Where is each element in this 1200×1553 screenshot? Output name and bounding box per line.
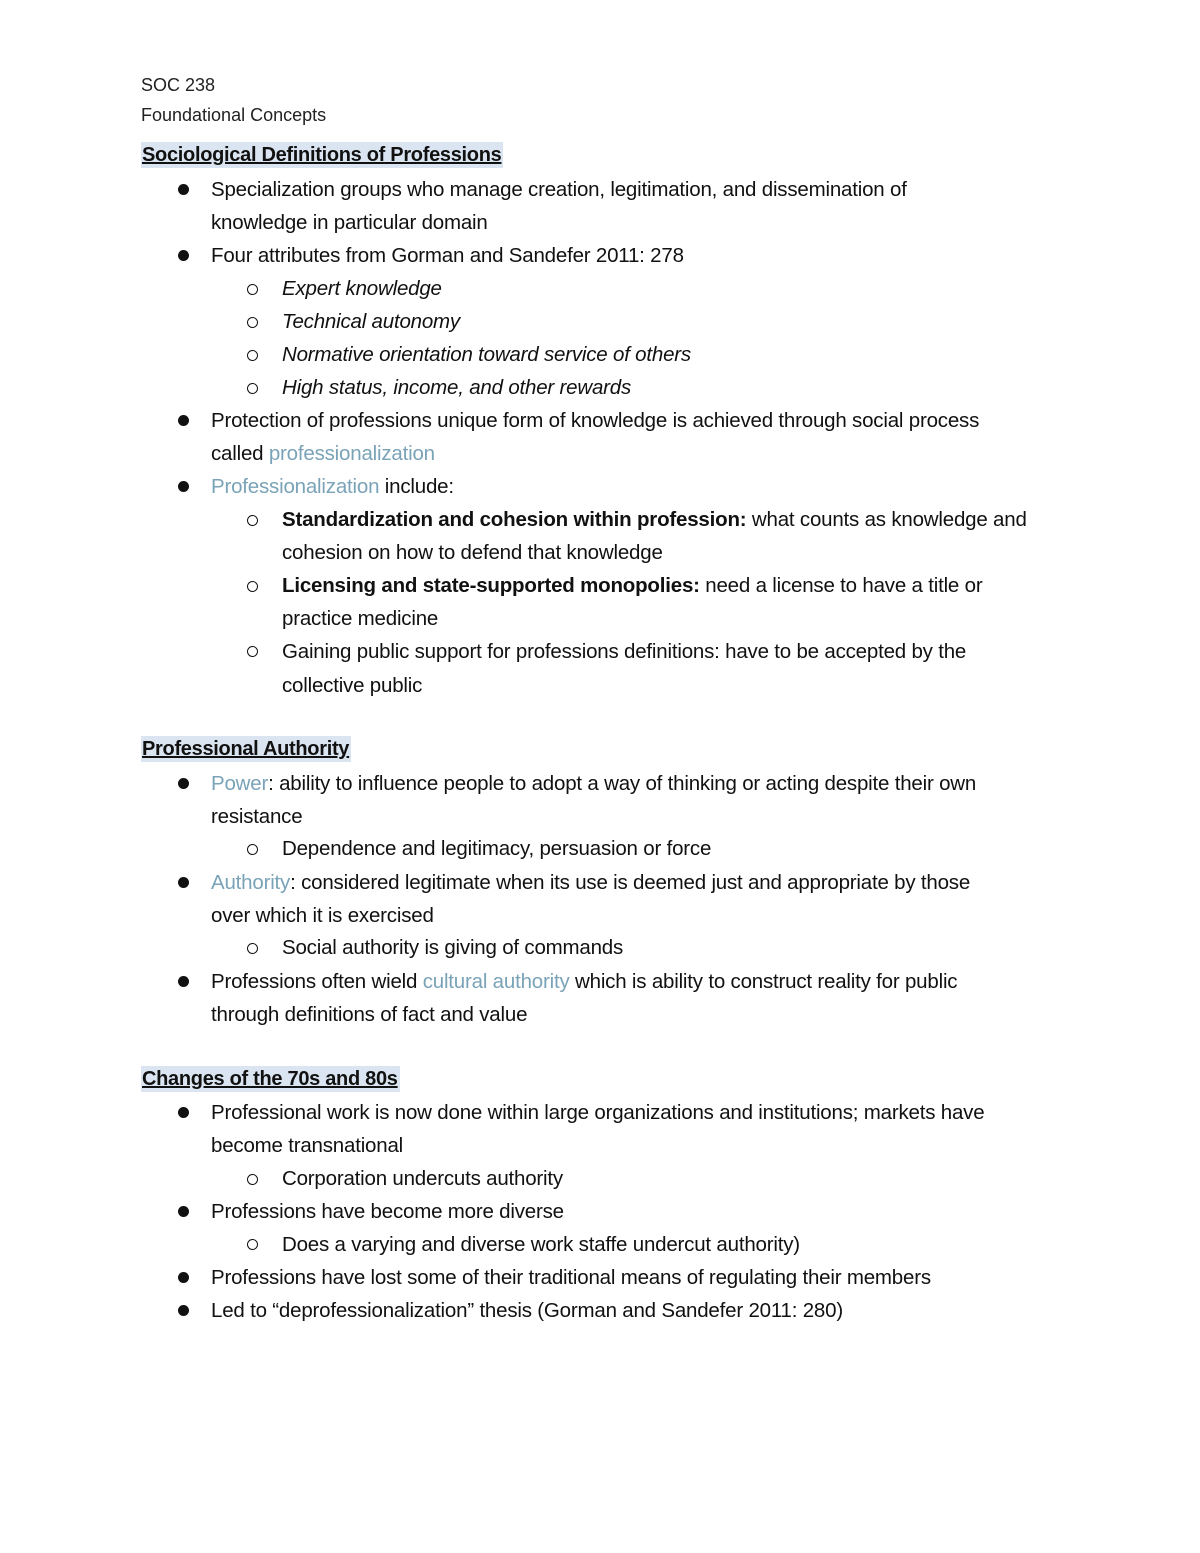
list-item xyxy=(211,968,957,995)
sub-list-item: High status, income, and other rewards xyxy=(282,376,632,399)
list-item: Professional work is now done within large organizations and institutions; markets have xyxy=(211,1101,985,1124)
key-term: Power xyxy=(211,772,269,795)
sub-list-item: Technical autonomy xyxy=(282,310,460,333)
list-item-continuation: through definitions of fact and value xyxy=(211,1003,528,1026)
text: Professions often wield xyxy=(211,970,423,993)
bullet-icon xyxy=(178,1305,189,1316)
bullet-icon xyxy=(178,877,189,888)
circle-bullet-icon xyxy=(247,1174,258,1185)
text: include: xyxy=(379,475,454,498)
circle-bullet-icon xyxy=(247,284,258,295)
list-item-continuation: resistance xyxy=(211,805,303,828)
text: called xyxy=(211,442,269,465)
list-item-continuation: knowledge in particular domain xyxy=(211,211,488,234)
text: what counts as knowledge and xyxy=(746,508,1027,531)
circle-bullet-icon xyxy=(247,943,258,954)
bullet-icon xyxy=(178,1206,189,1217)
text: which is ability to construct reality for public xyxy=(569,970,958,993)
bold-term: Licensing and state-supported monopolies: xyxy=(282,574,700,597)
list-item xyxy=(211,869,970,896)
list-item-continuation xyxy=(211,440,435,467)
sub-list-item: Expert knowledge xyxy=(282,277,442,300)
section-heading-authority: Professional Authority xyxy=(142,738,350,760)
text: : ability to influence people to adopt a way of thinking or acting despite their own xyxy=(268,772,977,795)
list-item: Protection of professions unique form of knowledge is achieved through social process xyxy=(211,409,980,432)
bullet-icon xyxy=(178,250,189,261)
list-item-continuation: over which it is exercised xyxy=(211,904,434,927)
key-term: Authority xyxy=(211,871,291,894)
sub-list-item xyxy=(282,572,982,599)
sub-list-item: Dependence and legitimacy, persuasion or force xyxy=(282,837,712,860)
list-item: Led to “deprofessionalization” thesis (Gorman and Sandefer 2011: 280) xyxy=(211,1299,843,1322)
bullet-icon xyxy=(178,1107,189,1118)
bullet-icon xyxy=(178,481,189,492)
bullet-icon xyxy=(178,415,189,426)
key-term: professionalization xyxy=(268,442,435,465)
course-code: SOC 238 xyxy=(141,75,216,95)
circle-bullet-icon xyxy=(247,515,258,526)
bullet-icon xyxy=(178,184,189,195)
bullet-icon xyxy=(178,778,189,789)
list-item xyxy=(211,770,976,797)
sub-list-item: Does a varying and diverse work staffe undercut authority) xyxy=(282,1233,800,1256)
circle-bullet-icon xyxy=(247,383,258,394)
section-heading-definitions: Sociological Definitions of Professions xyxy=(142,144,502,166)
sub-list-item: Corporation undercuts authority xyxy=(282,1167,563,1190)
bold-term: Standardization and cohesion within profession: xyxy=(282,508,747,531)
list-item: Specialization groups who manage creation, legitimation, and dissemination of xyxy=(211,178,907,201)
sub-list-item-continuation: practice medicine xyxy=(282,607,439,630)
list-item xyxy=(211,473,454,500)
bullet-icon xyxy=(178,976,189,987)
list-item-continuation: become transnational xyxy=(211,1134,404,1157)
section-heading-changes: Changes of the 70s and 80s xyxy=(142,1068,398,1090)
text: need a license to have a title or xyxy=(699,574,983,597)
sub-list-item: Gaining public support for professions definitions: have to be accepted by the xyxy=(282,640,967,663)
circle-bullet-icon xyxy=(247,646,258,657)
sub-list-item-continuation: collective public xyxy=(282,674,423,697)
key-term: Professionalization xyxy=(211,475,380,498)
text: : considered legitimate when its use is deemed just and appropriate by those xyxy=(290,871,971,894)
circle-bullet-icon xyxy=(247,317,258,328)
circle-bullet-icon xyxy=(247,581,258,592)
sub-list-item: Normative orientation toward service of others xyxy=(282,343,691,366)
circle-bullet-icon xyxy=(247,844,258,855)
circle-bullet-icon xyxy=(247,350,258,361)
sub-list-item-continuation: cohesion on how to defend that knowledge xyxy=(282,541,663,564)
list-item: Professions have lost some of their traditional means of regulating their members xyxy=(211,1266,931,1289)
key-term: cultural authority xyxy=(422,970,570,993)
document-title: Foundational Concepts xyxy=(141,105,327,125)
circle-bullet-icon xyxy=(247,1239,258,1250)
sub-list-item xyxy=(282,506,1027,533)
list-item: Four attributes from Gorman and Sandefer 2011: 278 xyxy=(211,244,684,267)
list-item: Professions have become more diverse xyxy=(211,1200,564,1223)
bullet-icon xyxy=(178,1272,189,1283)
sub-list-item: Social authority is giving of commands xyxy=(282,936,624,959)
